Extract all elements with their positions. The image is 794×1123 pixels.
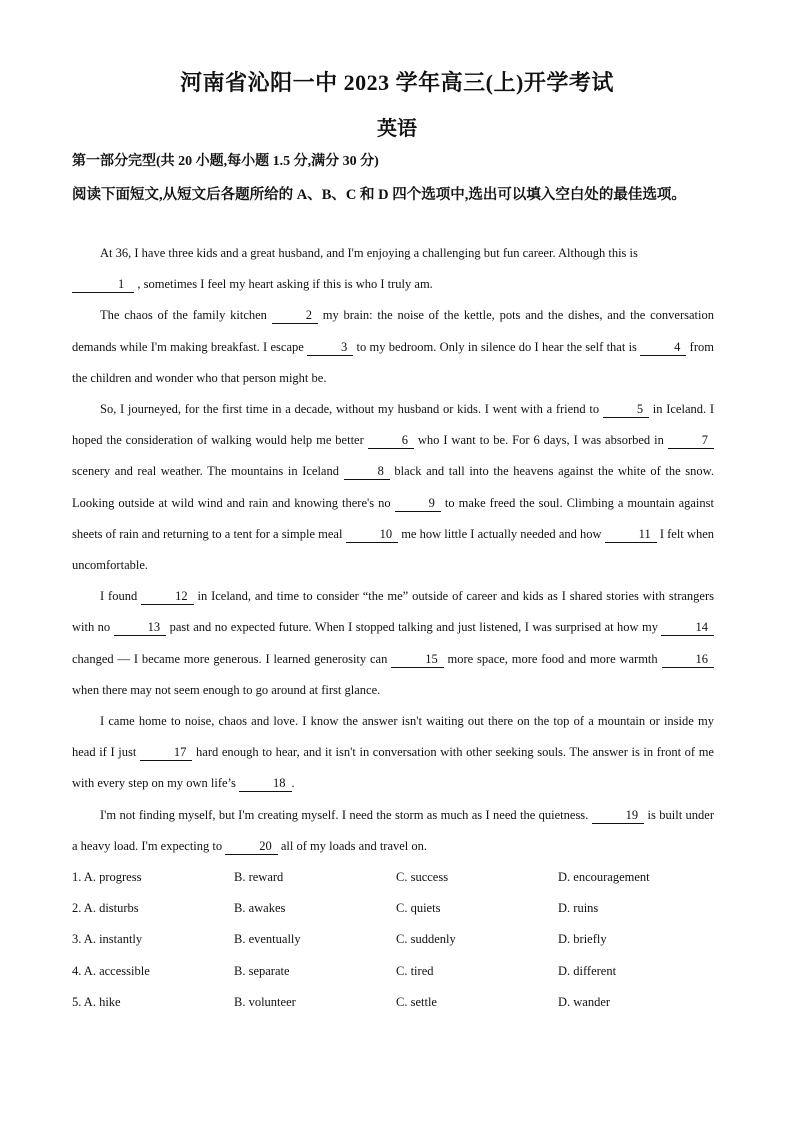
blank-2: 2 <box>272 308 318 324</box>
option-d[interactable]: D. different <box>558 963 617 978</box>
option-d[interactable]: D. ruins <box>558 901 599 916</box>
blank-6: 6 <box>368 433 414 449</box>
option-a[interactable]: 2. A. disturbs <box>72 901 139 916</box>
option-a[interactable]: 3. A. instantly <box>72 932 143 947</box>
option-a[interactable]: 4. A. accessible <box>72 963 150 978</box>
passage-text: me how little I actually needed and how <box>398 526 605 541</box>
blank-8: 8 <box>344 464 390 480</box>
passage-text: my brain: the noise of the kettle, pots and the dishes, and the conversation demands while I'm making breakfast. I escape <box>72 308 715 354</box>
option-d[interactable]: D. encouragement <box>558 870 650 884</box>
passage-text: in Iceland, and time to consider “the me” outside of career and kids as I shared stories with strangers with no <box>72 589 714 635</box>
option-c[interactable]: C. quiets <box>396 901 441 916</box>
question-row-4 <box>72 956 722 987</box>
option-d[interactable]: D. wander <box>558 994 611 1009</box>
question-row-2 <box>72 893 722 924</box>
passage-text: more space, more food and more warmth <box>443 651 662 666</box>
passage-text: The chaos of the family kitchen <box>100 308 272 323</box>
passage-text: to my bedroom. Only in silence do I hear the self that is <box>353 339 641 354</box>
paragraph-3 <box>72 394 714 581</box>
blank-7: 7 <box>668 433 714 449</box>
option-b[interactable]: B. volunteer <box>234 994 296 1009</box>
blank-16: 16 <box>662 652 715 668</box>
passage-text: in Iceland. I hoped the consideration of walking would help me better <box>72 402 715 448</box>
passage-text: all of my loads and travel on. <box>277 838 428 853</box>
blank-18: 18 <box>239 776 292 792</box>
passage-text: . <box>291 776 295 791</box>
section-heading: 第一部分完型(共 20 小题,每小题 1.5 分,满分 30 分) <box>72 154 379 169</box>
question-row-3 <box>72 924 722 955</box>
blank-3: 3 <box>307 340 353 356</box>
option-c[interactable]: C. tired <box>396 963 434 978</box>
passage-text: I came home to noise, chaos and love. I know the answer isn't waiting out there on the top of a mountain or inside my head if I just <box>72 714 714 760</box>
option-b[interactable]: B. reward <box>234 870 284 884</box>
option-c[interactable]: C. suddenly <box>396 932 456 947</box>
passage-text: to make freed the soul. Climbing a mountain against sheets of rain and returning to a tent for a simple meal <box>72 495 714 541</box>
blank-14: 14 <box>661 620 714 636</box>
question-row-5 <box>72 987 722 1018</box>
blank-10: 10 <box>346 527 399 543</box>
passage-text: from the children and wonder who that person might be. <box>72 339 714 385</box>
cloze-passage <box>72 238 714 862</box>
blank-12: 12 <box>141 589 194 605</box>
passage-text: changed — I became more generous. I learned generosity can <box>72 651 392 666</box>
blank-15: 15 <box>391 652 444 668</box>
passage-text: I found <box>100 589 142 604</box>
paragraph-4 <box>72 581 714 706</box>
passage-text: So, I journeyed, for the first time in a decade, without my husband or kids. I went with a friend to <box>100 402 603 417</box>
passage-text: I felt when uncomfortable. <box>72 526 714 573</box>
passage-text: hard enough to hear, and it isn't in conversation with other seeking souls. The answer is in front of me with every step on my own life’s <box>72 745 714 791</box>
passage-text: At 36, I have three kids and a great husband, and I'm enjoying a challenging but fun career. Although this is <box>100 246 638 260</box>
paragraph-6 <box>72 800 714 862</box>
blank-17: 17 <box>140 745 193 761</box>
passage-text: when there may not seem enough to go around at first glance. <box>72 682 381 697</box>
option-a[interactable]: 1. A. progress <box>72 870 142 884</box>
option-b[interactable]: B. eventually <box>234 932 301 947</box>
blank-5: 5 <box>603 402 649 418</box>
option-b[interactable]: B. awakes <box>234 901 286 916</box>
blank-9: 9 <box>395 496 441 512</box>
blank-11: 11 <box>605 527 657 543</box>
passage-text: I'm not finding myself, but I'm creating myself. I need the storm as much as I need the quietness. <box>100 807 592 822</box>
blank-19: 19 <box>592 808 645 824</box>
section-instruction: 阅读下面短文,从短文后各题所给的 A、B、C 和 D 四个选项中,选出可以填入空白处的最佳选项。 <box>72 187 686 203</box>
blank-4: 4 <box>640 340 686 356</box>
option-b[interactable]: B. separate <box>234 963 290 978</box>
blank-20: 20 <box>225 839 278 855</box>
subject-title: 英语 <box>377 118 417 140</box>
question-row-1 <box>72 862 722 893</box>
passage-text: scenery and real weather. The mountains in Iceland <box>72 464 344 479</box>
option-d[interactable]: D. briefly <box>558 932 607 947</box>
option-a[interactable]: 5. A. hike <box>72 994 121 1009</box>
answer-options <box>72 862 722 1018</box>
option-c[interactable]: C. settle <box>396 994 437 1009</box>
passage-text: , sometimes I feel my heart asking if this is who I truly am. <box>134 277 433 292</box>
option-c[interactable]: C. success <box>396 870 449 884</box>
blank-13: 13 <box>114 620 167 636</box>
passage-text: black and tall into the heavens against the white of the snow. Looking outside at wild wind and rain and knowing there's no <box>72 464 714 510</box>
paragraph-2 <box>72 300 714 394</box>
passage-text: who I want to be. For 6 days, I was absorbed in <box>413 433 668 448</box>
blank-1: 1 <box>72 277 134 293</box>
passage-text: past and no expected future. When I stopped talking and just listened, I was surprised at how my <box>166 620 662 635</box>
paragraph-1 <box>72 238 714 300</box>
paragraph-5 <box>72 706 714 800</box>
passage-text: is built under a heavy load. I'm expecting to <box>72 807 714 853</box>
exam-title: 河南省沁阳一中 2023 学年高三(上)开学考试 <box>180 70 614 95</box>
